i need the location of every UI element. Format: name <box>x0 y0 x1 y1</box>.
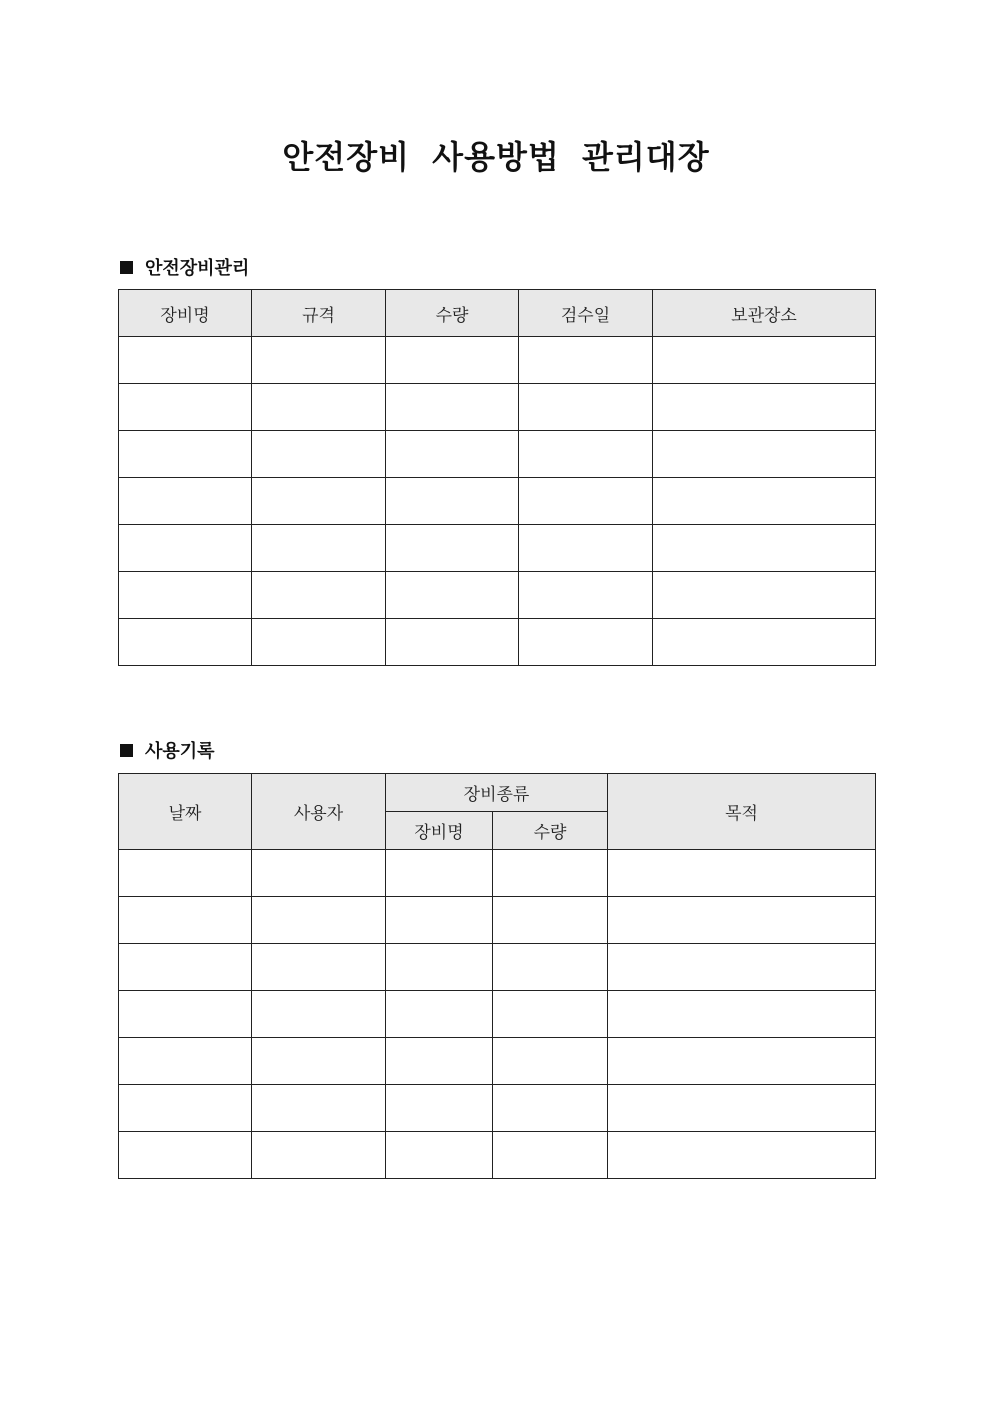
table-cell[interactable] <box>519 525 653 572</box>
header-purpose: 목적 <box>608 774 876 850</box>
table-cell[interactable] <box>386 431 519 478</box>
table-row <box>119 991 876 1038</box>
table-cell[interactable] <box>386 991 493 1038</box>
table-cell[interactable] <box>119 897 252 944</box>
table-cell[interactable] <box>608 991 876 1038</box>
table-cell[interactable] <box>386 1085 493 1132</box>
table-cell[interactable] <box>653 525 876 572</box>
table-cell[interactable] <box>119 431 252 478</box>
table-cell[interactable] <box>252 384 386 431</box>
table-cell[interactable] <box>493 1132 608 1179</box>
section-heading-label: 사용기록 <box>145 741 215 762</box>
header-equipment-name: 장비명 <box>119 290 252 337</box>
table-cell[interactable] <box>653 619 876 666</box>
table-cell[interactable] <box>252 572 386 619</box>
table-cell[interactable] <box>252 1038 386 1085</box>
table-cell[interactable] <box>252 431 386 478</box>
table-cell[interactable] <box>653 337 876 384</box>
table-cell[interactable] <box>386 897 493 944</box>
table-row <box>119 944 876 991</box>
table-cell[interactable] <box>493 897 608 944</box>
table-cell[interactable] <box>119 991 252 1038</box>
header-quantity: 수량 <box>493 812 608 850</box>
square-bullet-icon <box>120 261 133 274</box>
table-cell[interactable] <box>119 525 252 572</box>
table-header-row <box>119 774 876 812</box>
table-cell[interactable] <box>386 850 493 897</box>
table-cell[interactable] <box>608 1132 876 1179</box>
table-cell[interactable] <box>653 431 876 478</box>
table-cell[interactable] <box>252 1132 386 1179</box>
table-cell[interactable] <box>252 850 386 897</box>
table-cell[interactable] <box>386 525 519 572</box>
table-cell[interactable] <box>493 944 608 991</box>
header-spec: 규격 <box>252 290 386 337</box>
table-row <box>119 1038 876 1085</box>
table-cell[interactable] <box>493 850 608 897</box>
table-cell[interactable] <box>119 1038 252 1085</box>
table-row <box>119 619 876 666</box>
section-heading-label: 안전장비관리 <box>145 258 250 279</box>
table-cell[interactable] <box>519 431 653 478</box>
table-cell[interactable] <box>608 944 876 991</box>
table-cell[interactable] <box>608 897 876 944</box>
header-equipment-name: 장비명 <box>386 812 493 850</box>
table-cell[interactable] <box>519 572 653 619</box>
table-cell[interactable] <box>119 337 252 384</box>
table-cell[interactable] <box>386 619 519 666</box>
table-cell[interactable] <box>119 1085 252 1132</box>
header-inspection-date: 검수일 <box>519 290 653 337</box>
table-row <box>119 850 876 897</box>
table-row <box>119 897 876 944</box>
header-equipment-type: 장비종류 <box>386 774 608 812</box>
table-cell[interactable] <box>493 991 608 1038</box>
table-cell[interactable] <box>519 619 653 666</box>
table-row <box>119 1085 876 1132</box>
table-cell[interactable] <box>519 384 653 431</box>
usage-record-table <box>118 773 876 1179</box>
table-cell[interactable] <box>252 897 386 944</box>
section-heading-equipment <box>120 254 249 280</box>
table-cell[interactable] <box>252 525 386 572</box>
table-cell[interactable] <box>493 1038 608 1085</box>
table-cell[interactable] <box>653 572 876 619</box>
table-row <box>119 572 876 619</box>
table-cell[interactable] <box>252 337 386 384</box>
table-row <box>119 1132 876 1179</box>
header-storage-location: 보관장소 <box>653 290 876 337</box>
page-title: 안전장비 사용방법 관리대장 <box>282 138 710 176</box>
section-heading-usage <box>120 737 215 763</box>
table-row <box>119 384 876 431</box>
equipment-management-table <box>118 289 876 666</box>
table-row <box>119 337 876 384</box>
table-cell[interactable] <box>119 572 252 619</box>
table-cell[interactable] <box>119 850 252 897</box>
square-bullet-icon <box>120 744 133 757</box>
table-row <box>119 478 876 525</box>
table-cell[interactable] <box>119 944 252 991</box>
table-cell[interactable] <box>252 1085 386 1132</box>
table-header-row <box>119 290 876 337</box>
table-cell[interactable] <box>653 384 876 431</box>
table-cell[interactable] <box>653 478 876 525</box>
table-row <box>119 525 876 572</box>
table-cell[interactable] <box>519 337 653 384</box>
table-cell[interactable] <box>386 572 519 619</box>
table-cell[interactable] <box>519 478 653 525</box>
header-quantity: 수량 <box>386 290 519 337</box>
table-cell[interactable] <box>386 384 519 431</box>
table-cell[interactable] <box>386 337 519 384</box>
table-cell[interactable] <box>608 1038 876 1085</box>
table-cell[interactable] <box>252 991 386 1038</box>
table-cell[interactable] <box>252 944 386 991</box>
table-cell[interactable] <box>386 1038 493 1085</box>
table-cell[interactable] <box>386 944 493 991</box>
table-cell[interactable] <box>386 478 519 525</box>
table-cell[interactable] <box>386 1132 493 1179</box>
header-user: 사용자 <box>252 774 386 850</box>
table-cell[interactable] <box>119 384 252 431</box>
header-date: 날짜 <box>119 774 252 850</box>
table-cell[interactable] <box>493 1085 608 1132</box>
table-cell[interactable] <box>252 619 386 666</box>
table-cell[interactable] <box>252 478 386 525</box>
table-cell[interactable] <box>608 1085 876 1132</box>
table-row <box>119 431 876 478</box>
table-cell[interactable] <box>119 619 252 666</box>
table-cell[interactable] <box>119 1132 252 1179</box>
table-cell[interactable] <box>119 478 252 525</box>
table-cell[interactable] <box>608 850 876 897</box>
